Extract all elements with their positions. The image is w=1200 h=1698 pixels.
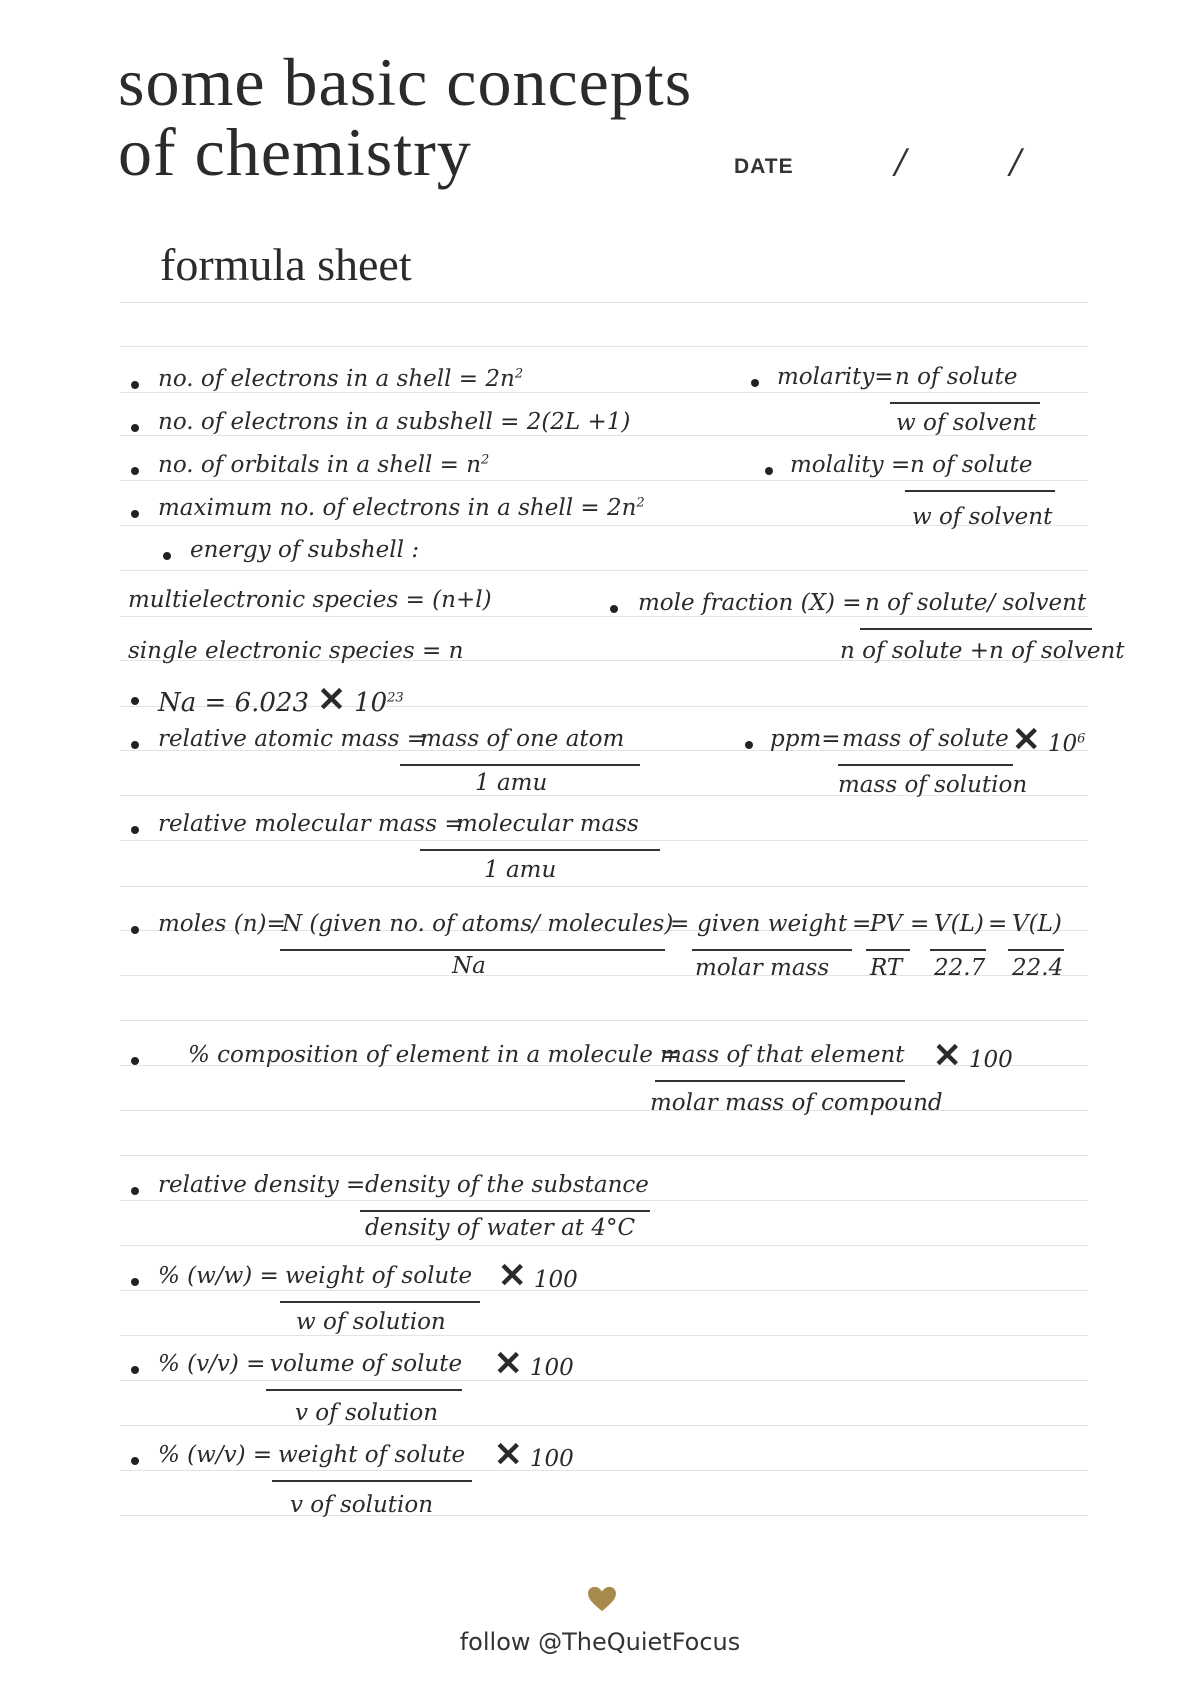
- fraction-bar: [905, 490, 1055, 492]
- formula-composition-lhs: % composition of element in a molecule =: [188, 1042, 680, 1068]
- page-title-line1: some basic concepts: [118, 44, 693, 120]
- ruled-line: [120, 1515, 1088, 1516]
- formula-ppm-factor: ✕ $10^6$: [1012, 720, 1086, 760]
- ruled-line: [120, 1425, 1088, 1426]
- bullet: [610, 605, 618, 613]
- formula-molarity-denominator: w of solvent: [896, 410, 1037, 436]
- footer-follow-text: follow @TheQuietFocus: [459, 1628, 741, 1656]
- fraction-bar: [280, 949, 665, 951]
- ruled-line: [120, 302, 1088, 303]
- fraction-bar: [280, 1301, 480, 1303]
- formula-mole-fraction-numerator: n of solute/ solvent: [865, 590, 1087, 616]
- formula-rmm-lhs: relative molecular mass =: [158, 811, 464, 837]
- formula-single-electronic: single electronic species = n: [128, 638, 464, 664]
- fraction-bar: [266, 1389, 462, 1391]
- formula-vv-numerator: volume of solute: [270, 1351, 463, 1377]
- ruled-line: [120, 570, 1088, 571]
- formula-molarity-numerator: n of solute: [895, 364, 1018, 390]
- ruled-line: [120, 1020, 1088, 1021]
- formula-rmm-numerator: molecular mass: [456, 811, 639, 837]
- formula-moles-lhs: moles (n)=: [158, 911, 286, 937]
- fraction-bar: [890, 402, 1040, 404]
- fraction-bar: [860, 628, 1092, 630]
- bullet: [131, 1457, 139, 1465]
- formula-molality-denominator: w of solvent: [912, 504, 1053, 530]
- ruled-line: [120, 886, 1088, 887]
- bullet: [131, 1057, 139, 1065]
- formula-moles-eq2: =: [852, 911, 872, 937]
- formula-composition-denominator: molar mass of compound: [650, 1090, 943, 1116]
- formula-molarity-lhs: molarity=: [777, 364, 894, 390]
- formula-ppm-numerator: mass of solute: [842, 726, 1009, 752]
- bullet: [163, 552, 171, 560]
- ruled-line: [120, 1110, 1088, 1111]
- bullet: [131, 1278, 139, 1286]
- formula-moles-v2-numerator: V(L): [1012, 911, 1062, 937]
- ruled-line: [120, 1155, 1088, 1156]
- formula-moles-eq1: =: [670, 911, 690, 937]
- formula-moles-v2-denominator: 22.4: [1012, 955, 1064, 981]
- fraction-bar: [866, 949, 910, 951]
- bullet: [765, 467, 773, 475]
- formula-energy-subshell: energy of subshell :: [190, 537, 420, 563]
- formula-rd-numerator: density of the substance: [365, 1172, 649, 1198]
- formula-electrons-shell: no. of electrons in a shell = $2n^2$: [158, 366, 524, 392]
- formula-moles-eq4: =: [988, 911, 1008, 937]
- ruled-line: [120, 346, 1088, 347]
- fraction-bar: [1008, 949, 1064, 951]
- formula-vv-factor: ✕ 100: [494, 1344, 574, 1384]
- ruled-line: [120, 480, 1088, 481]
- formula-ww-lhs: % (w/w) =: [158, 1263, 279, 1289]
- formula-moles-v1-denominator: 22.7: [934, 955, 986, 981]
- fraction-bar: [272, 1480, 472, 1482]
- bullet: [131, 381, 139, 389]
- date-label: DATE: [734, 155, 794, 178]
- formula-ram-numerator: mass of one atom: [420, 726, 625, 752]
- ruled-line: [120, 1470, 1088, 1471]
- formula-mole-fraction-lhs: mole fraction (X) =: [638, 590, 862, 616]
- formula-moles-pv-denominator: RT: [870, 955, 903, 981]
- formula-vv-denominator: v of solution: [295, 1400, 439, 1426]
- ruled-line: [120, 1200, 1088, 1201]
- fraction-bar: [400, 764, 640, 766]
- bullet: [131, 1187, 139, 1195]
- date-separator-2: /: [1010, 142, 1022, 182]
- formula-ram-denominator: 1 amu: [475, 770, 548, 796]
- ruled-line: [120, 392, 1088, 393]
- formula-molality-numerator: n of solute: [910, 452, 1033, 478]
- fraction-bar: [930, 949, 986, 951]
- formula-rd-denominator: density of water at 4°C: [365, 1215, 636, 1241]
- page-title-line2: of chemistry: [118, 114, 472, 190]
- bullet: [131, 467, 139, 475]
- formula-rmm-denominator: 1 amu: [484, 857, 557, 883]
- formula-orbitals-shell: no. of orbitals in a shell = $n^2$: [158, 452, 490, 478]
- heart-icon: [587, 1586, 617, 1612]
- formula-composition-numerator: mass of that element: [660, 1042, 905, 1068]
- fraction-bar: [655, 1080, 905, 1082]
- fraction-bar: [838, 764, 1013, 766]
- ruled-line: [120, 616, 1088, 617]
- formula-moles-weight-denominator: molar mass: [695, 955, 830, 981]
- formula-ww-factor: ✕ 100: [498, 1256, 578, 1296]
- fraction-bar: [420, 849, 660, 851]
- formula-ram-lhs: relative atomic mass =: [158, 726, 427, 752]
- ruled-line: [120, 840, 1088, 841]
- formula-vv-lhs: % (v/v) =: [158, 1351, 266, 1377]
- formula-wv-denominator: v of solution: [290, 1492, 434, 1518]
- formula-moles-n-denominator: Na: [452, 953, 486, 979]
- date-separator-1: /: [895, 142, 907, 182]
- formula-composition-factor: ✕ 100: [933, 1036, 1013, 1076]
- formula-moles-n-numerator: N (given no. of atoms/ molecules): [282, 911, 674, 937]
- sheet-subtitle: formula sheet: [160, 239, 412, 290]
- formula-max-electrons: maximum no. of electrons in a shell = $2n^2$: [158, 495, 645, 521]
- formula-moles-weight-numerator: given weight: [697, 911, 848, 937]
- formula-electrons-subshell: no. of electrons in a subshell = 2(2L +1): [158, 409, 631, 435]
- formula-wv-factor: ✕ 100: [494, 1435, 574, 1475]
- formula-rd-lhs: relative density =: [158, 1172, 366, 1198]
- fraction-bar: [360, 1210, 650, 1212]
- ruled-line: [120, 1380, 1088, 1381]
- ruled-line: [120, 1245, 1088, 1246]
- bullet: [751, 379, 759, 387]
- formula-wv-numerator: weight of solute: [278, 1442, 466, 1468]
- ruled-line: [120, 1290, 1088, 1291]
- bullet: [745, 741, 753, 749]
- formula-multielectronic: multielectronic species = (n+l): [128, 587, 492, 613]
- formula-avogadro: Na = 6.023 ✕ $10^{23}$: [158, 680, 404, 720]
- formula-moles-v1-numerator: V(L): [934, 911, 984, 937]
- formula-ppm-denominator: mass of solution: [838, 772, 1028, 798]
- bullet: [131, 926, 139, 934]
- formula-ppm-lhs: ppm=: [770, 726, 841, 752]
- ruled-line: [120, 1335, 1088, 1336]
- bullet: [131, 697, 139, 705]
- bullet: [131, 1366, 139, 1374]
- fraction-bar: [692, 949, 852, 951]
- formula-wv-lhs: % (w/v) =: [158, 1442, 273, 1468]
- bullet: [131, 826, 139, 834]
- bullet: [131, 510, 139, 518]
- bullet: [131, 424, 139, 432]
- formula-molality-lhs: molality =: [790, 452, 911, 478]
- formula-ww-numerator: weight of solute: [285, 1263, 473, 1289]
- formula-moles-eq3: =: [910, 911, 930, 937]
- formula-ww-denominator: w of solution: [296, 1309, 446, 1335]
- formula-moles-pv-numerator: PV: [870, 911, 903, 937]
- formula-mole-fraction-denominator: n of solute +n of solvent: [840, 638, 1125, 664]
- bullet: [131, 741, 139, 749]
